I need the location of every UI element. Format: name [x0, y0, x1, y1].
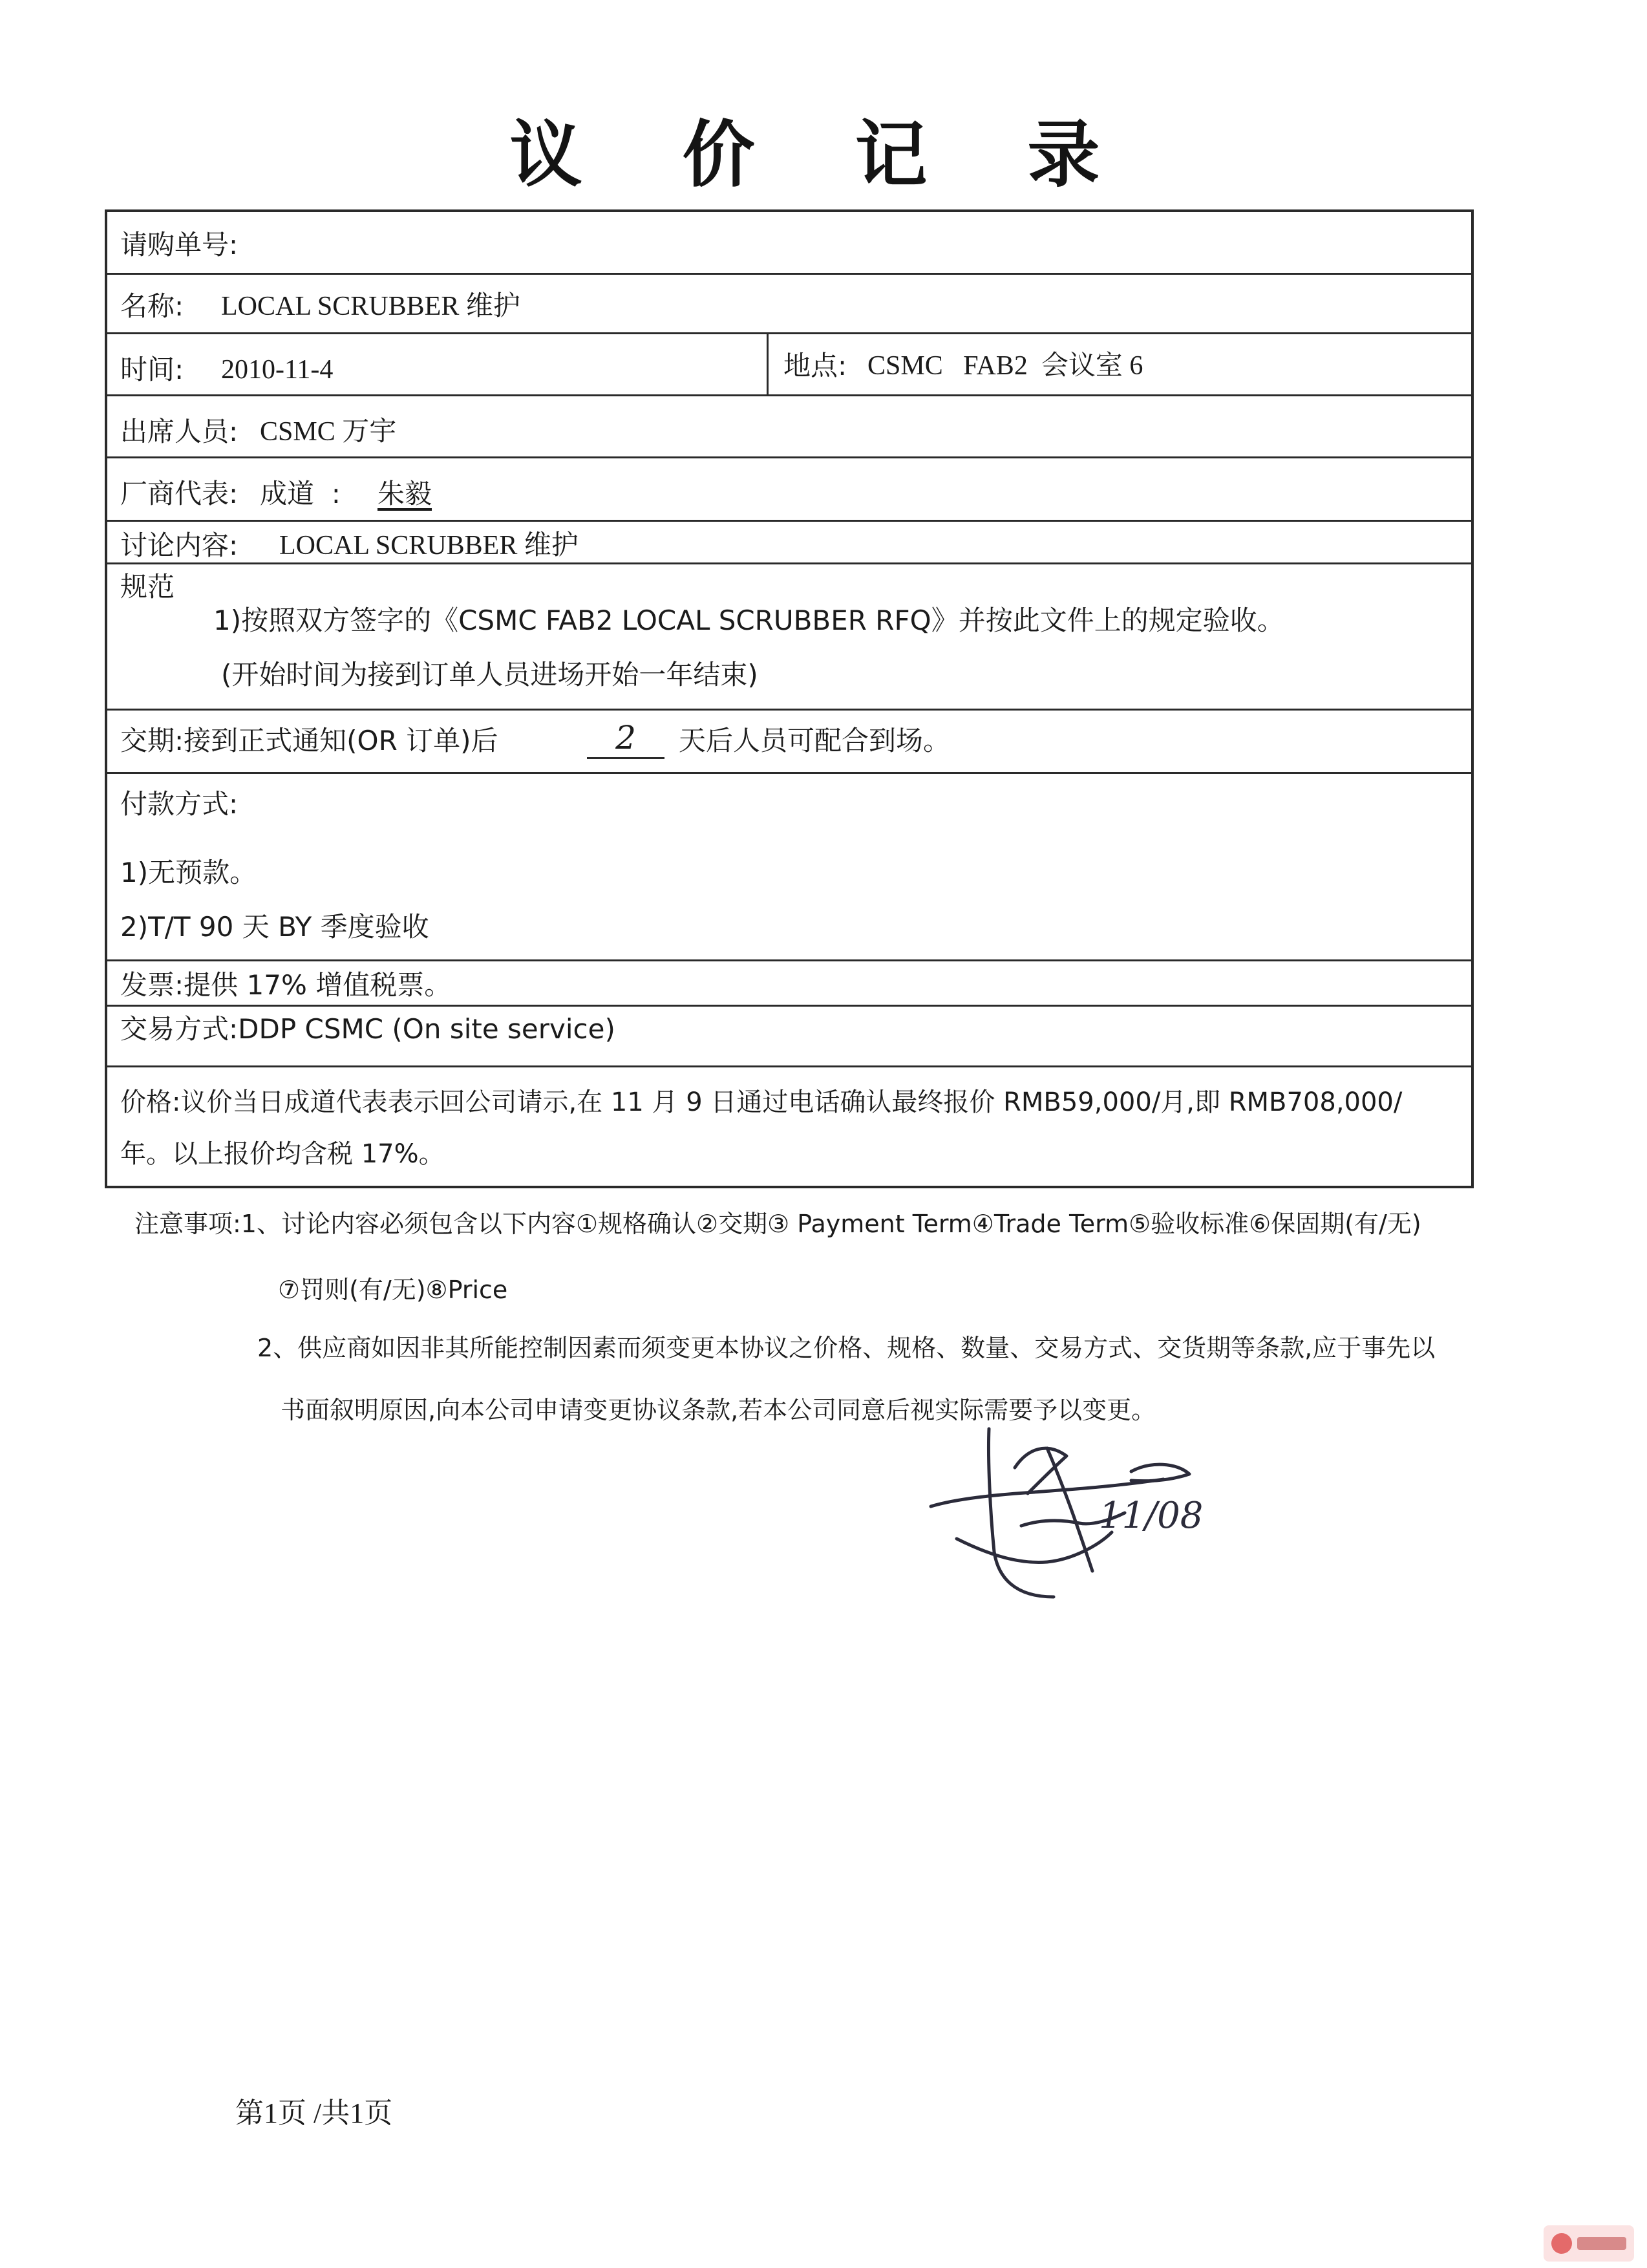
signature-date: 11/08 [1099, 1495, 1204, 1537]
attendees-row [107, 394, 1471, 458]
signature-stroke [988, 1429, 1054, 1597]
request-no-label: 请购单号: [120, 229, 239, 261]
request-no-row [107, 212, 1471, 273]
topic-row [107, 520, 1471, 564]
delivery-row [107, 709, 1471, 774]
invoice-row [107, 959, 1471, 1007]
spec-row [107, 562, 1471, 711]
time-label: 时间: [120, 354, 184, 385]
trade-row [107, 1005, 1471, 1067]
vendor-value: 成道 : [260, 478, 341, 509]
note-1-line-2: ⑦罚则(有/无)⑧Price [278, 1276, 508, 1304]
payment-item-1: 1)无预款。 [120, 857, 257, 888]
attendees-value: CSMC 万宇 [260, 417, 397, 447]
time-location-row [107, 332, 1471, 396]
payment-label: 付款方式: [120, 788, 239, 820]
topic-label: 讨论内容: [120, 530, 239, 561]
name-label: 名称: [120, 290, 184, 322]
vendor-person: 朱毅 [377, 478, 432, 509]
name-value: LOCAL SCRUBBER 维护 [221, 292, 520, 321]
page-title: 议 价 记 录 [509, 113, 1138, 197]
spec-label: 规范 [120, 571, 175, 603]
note-2-line-1: 2、供应商如因非其所能控制因素而须变更本协议之价格、规格、数量、交易方式、交货期等条款,应于事先以 [257, 1334, 1436, 1362]
page-footer: 第1页 /共1页 [235, 2097, 393, 2129]
payment-row [107, 772, 1471, 961]
location-value: CSMC FAB2 会议室 6 [867, 351, 1143, 381]
delivery-suffix: 天后人员可配合到场。 [679, 725, 951, 756]
corner-logo-icon [1544, 2225, 1634, 2262]
delivery-days: 2 [587, 718, 664, 759]
vendor-label: 厂商代表: [120, 478, 239, 509]
topic-value: LOCAL SCRUBBER 维护 [279, 531, 579, 561]
note-1-line-1: 注意事项:1、讨论内容必须包含以下内容①规格确认②交期③ Payment Term④Trade Term⑤验收标准⑥保固期(有/无) [134, 1210, 1421, 1238]
location-label: 地点: [783, 350, 847, 381]
payment-item-2: 2)T/T 90 天 BY 季度验收 [120, 911, 429, 943]
signature-stroke [1047, 1448, 1092, 1571]
spec-line-1: 1)按照双方签字的《CSMC FAB2 LOCAL SCRUBBER RFQ》并按此文件上的规定验收。 [213, 604, 1284, 636]
price-line-1: 价格:议价当日成道代表表示回公司请示,在 11 月 9 日通过电话确认最终报价 RMB59,000/月,即 RMB708,000/ [120, 1087, 1403, 1117]
signature-stroke [1015, 1448, 1067, 1493]
invoice-text: 发票:提供 17% 增值税票。 [120, 969, 452, 1001]
vendor-row [107, 456, 1471, 522]
attendees-label: 出席人员: [120, 416, 239, 447]
trade-text: 交易方式:DDP CSMC (On site service) [120, 1013, 615, 1045]
column-divider [767, 334, 769, 396]
negotiation-form [105, 209, 1474, 1188]
name-row [107, 273, 1471, 334]
note-2-line-2: 书面叙明原因,向本公司申请变更协议条款,若本公司同意后视实际需要予以变更。 [281, 1396, 1156, 1424]
time-value: 2010-11-4 [221, 355, 334, 385]
price-row [107, 1065, 1471, 1190]
spec-line-2: (开始时间为接到订单人员进场开始一年结束) [221, 659, 758, 690]
delivery-prefix: 交期:接到正式通知(OR 订单)后 [120, 725, 498, 756]
price-line-2: 年。以上报价均含税 17%。 [120, 1139, 445, 1169]
